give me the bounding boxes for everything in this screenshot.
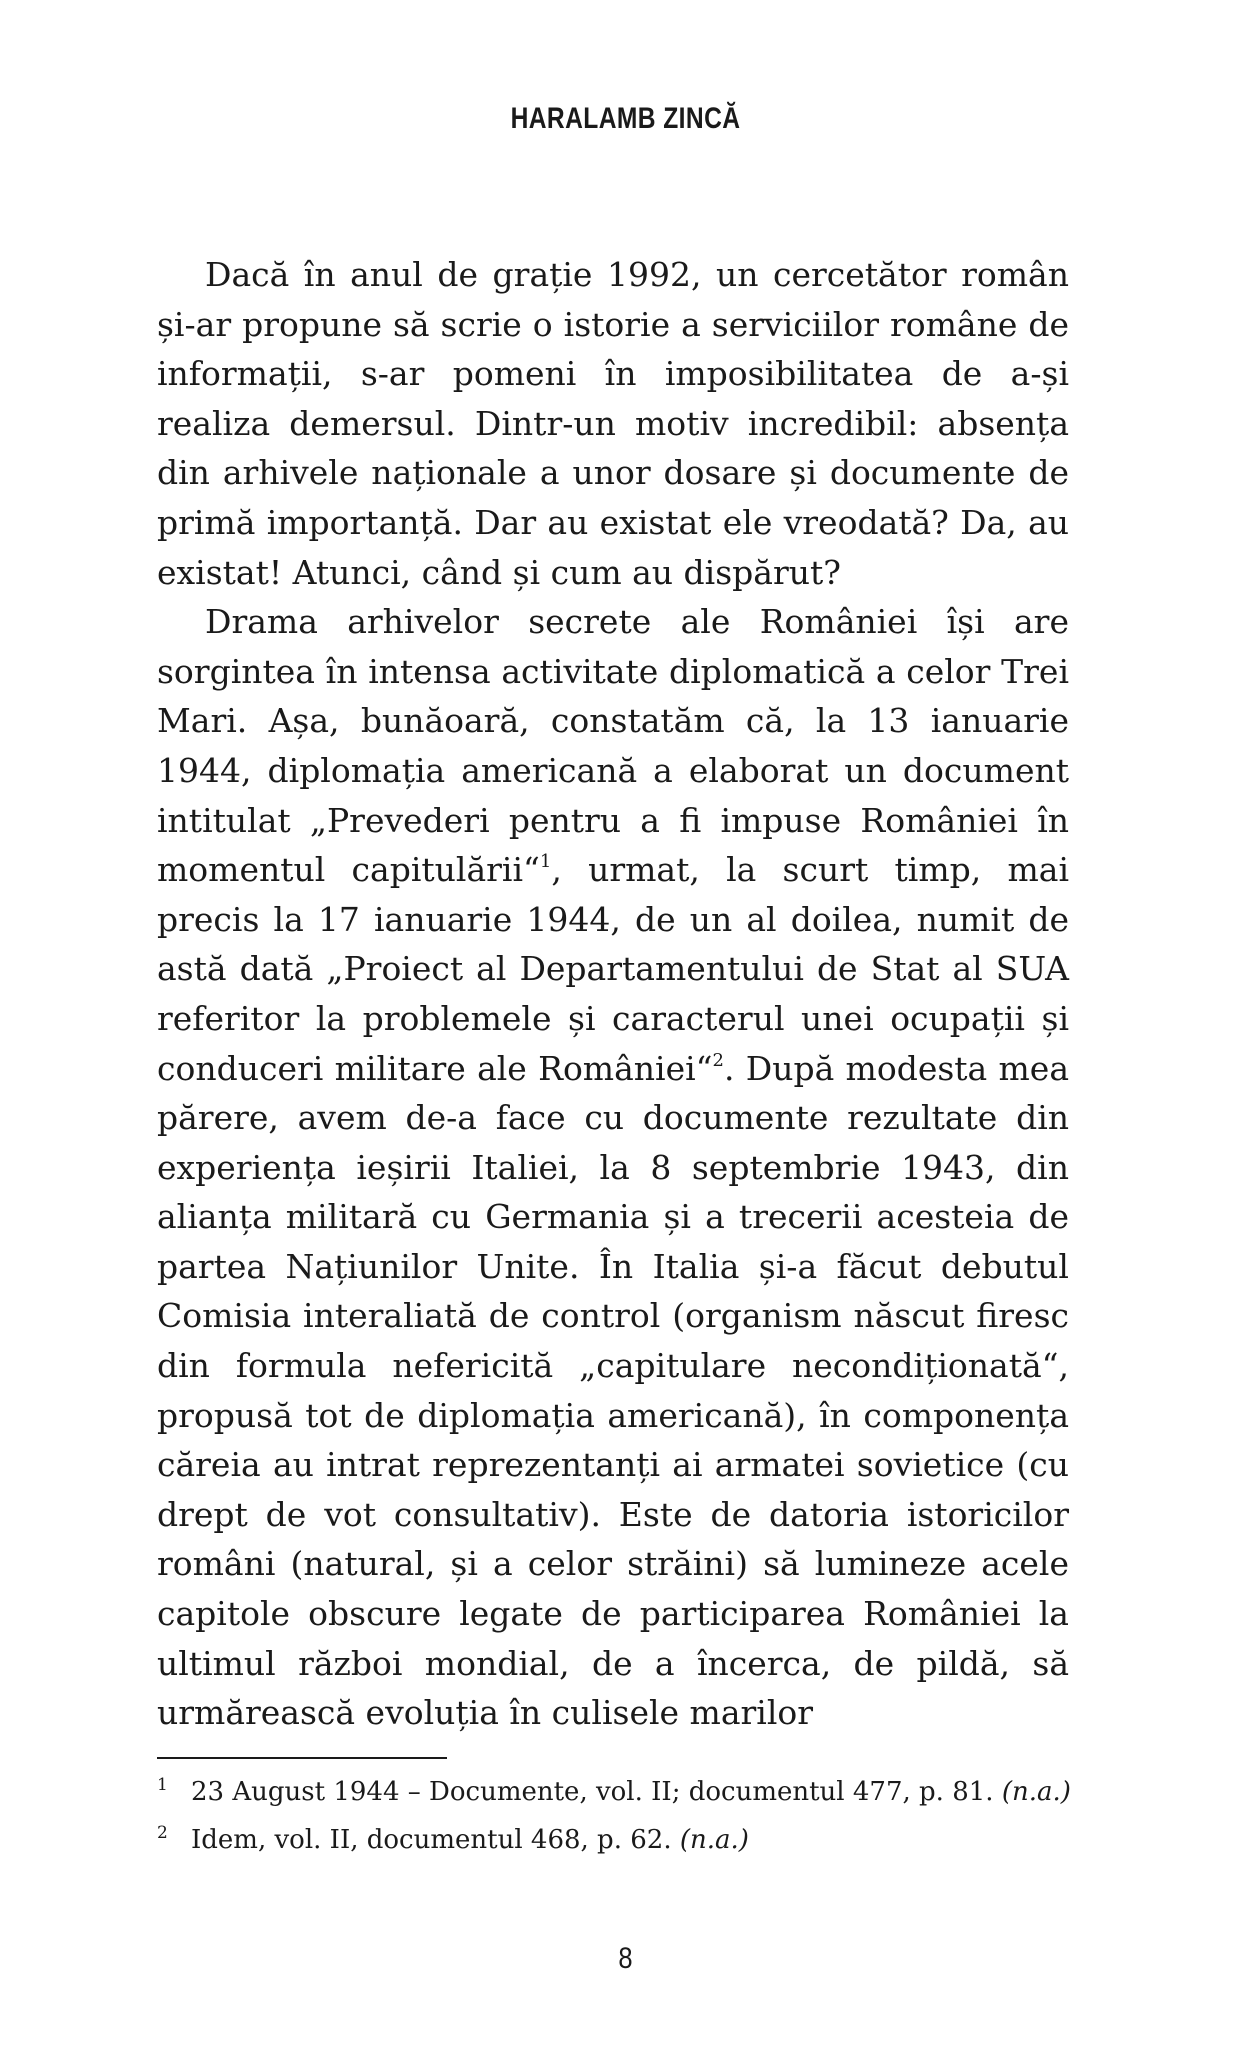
footnotes — [157, 1768, 1069, 1864]
footnote-1: 1 23 August 1944 – Documente, vol. II; documentul 477, p. 81. (n.a.) — [157, 1775, 1071, 1807]
page-number: 8 — [618, 1942, 633, 1975]
paragraph-2-part-2: , urmat, la scurt timp, mai precis la 17 ianuarie 1944, de un al doilea, numit de astă dată „Proiect al Departamentului de Stat al SUA referitor la problemele și caracterul unei ocupații și conduceri militare ale României“ — [157, 850, 1069, 1088]
footnote-ref-2: 2 — [712, 1049, 724, 1071]
main-text — [157, 250, 1069, 1738]
footnote-divider — [157, 1757, 447, 1759]
footnote-2: 2 Idem, vol. II, documentul 468, p. 62. (n.a.) — [157, 1823, 749, 1855]
footnote-author-note: (n.a.) — [1001, 1777, 1071, 1807]
paragraph-2-part-3: . După modesta mea părere, avem de-a face cu documente rezultate din experiența ieșirii Italiei, la 8 septembrie 1943, din alianța militară cu Germania și a trecerii acesteia de partea Națiunilor Unite. În Italia și-a făcut debutul Comisia interaliată de control (organism născut firesc din formula nefericită „capitulare necondiționată“, propusă tot de diplomația americană), în componența căreia au intrat reprezentanți ai armatei sovietice (cu drept de vot consultativ). Este de datoria istoricilor români (natural, și a celor străini) să lumineze acele capitole obscure legate de participarea României la ultimul război mondial, de a încerca, de pildă, să urmărească evoluția în culisele marilor — [157, 1048, 1070, 1733]
paragraph-2-part-1: Drama arhivelor secrete ale României își are sorgintea în intensa activitate diplomatică a celor Trei Mari. Așa, bunăoară, constatăm că, la 13 ianuarie 1944, diplomația americană a elaborat un document intitulat „Prevederi pentru a fi impuse României în momentul capitulării“ — [157, 602, 1069, 890]
footnote-author-note: (n.a.) — [679, 1825, 749, 1855]
paragraph-2 — [157, 597, 1069, 1738]
paragraph-1: Dacă în anul de grație 1992, un cercetător român și-ar propune să scrie o istorie a serviciilor române de informații, s-ar pomeni în imposibilitatea de a-și realiza demersul. Dintr-un motiv incredibil: absența din arhivele naționale a unor dosare și documente de primă importanță. Dar au existat ele vreodată? Da, au existat! Atunci, când și cum au dispărut? — [157, 255, 1069, 592]
footnote-text: 23 August 1944 – Documente, vol. II; documentul 477, p. 81. — [191, 1777, 1002, 1807]
running-header: HARALAMB ZINCĂ — [510, 102, 741, 135]
footnote-text: Idem, vol. II, documentul 468, p. 62. — [191, 1825, 680, 1855]
footnote-ref-1: 1 — [539, 851, 552, 873]
